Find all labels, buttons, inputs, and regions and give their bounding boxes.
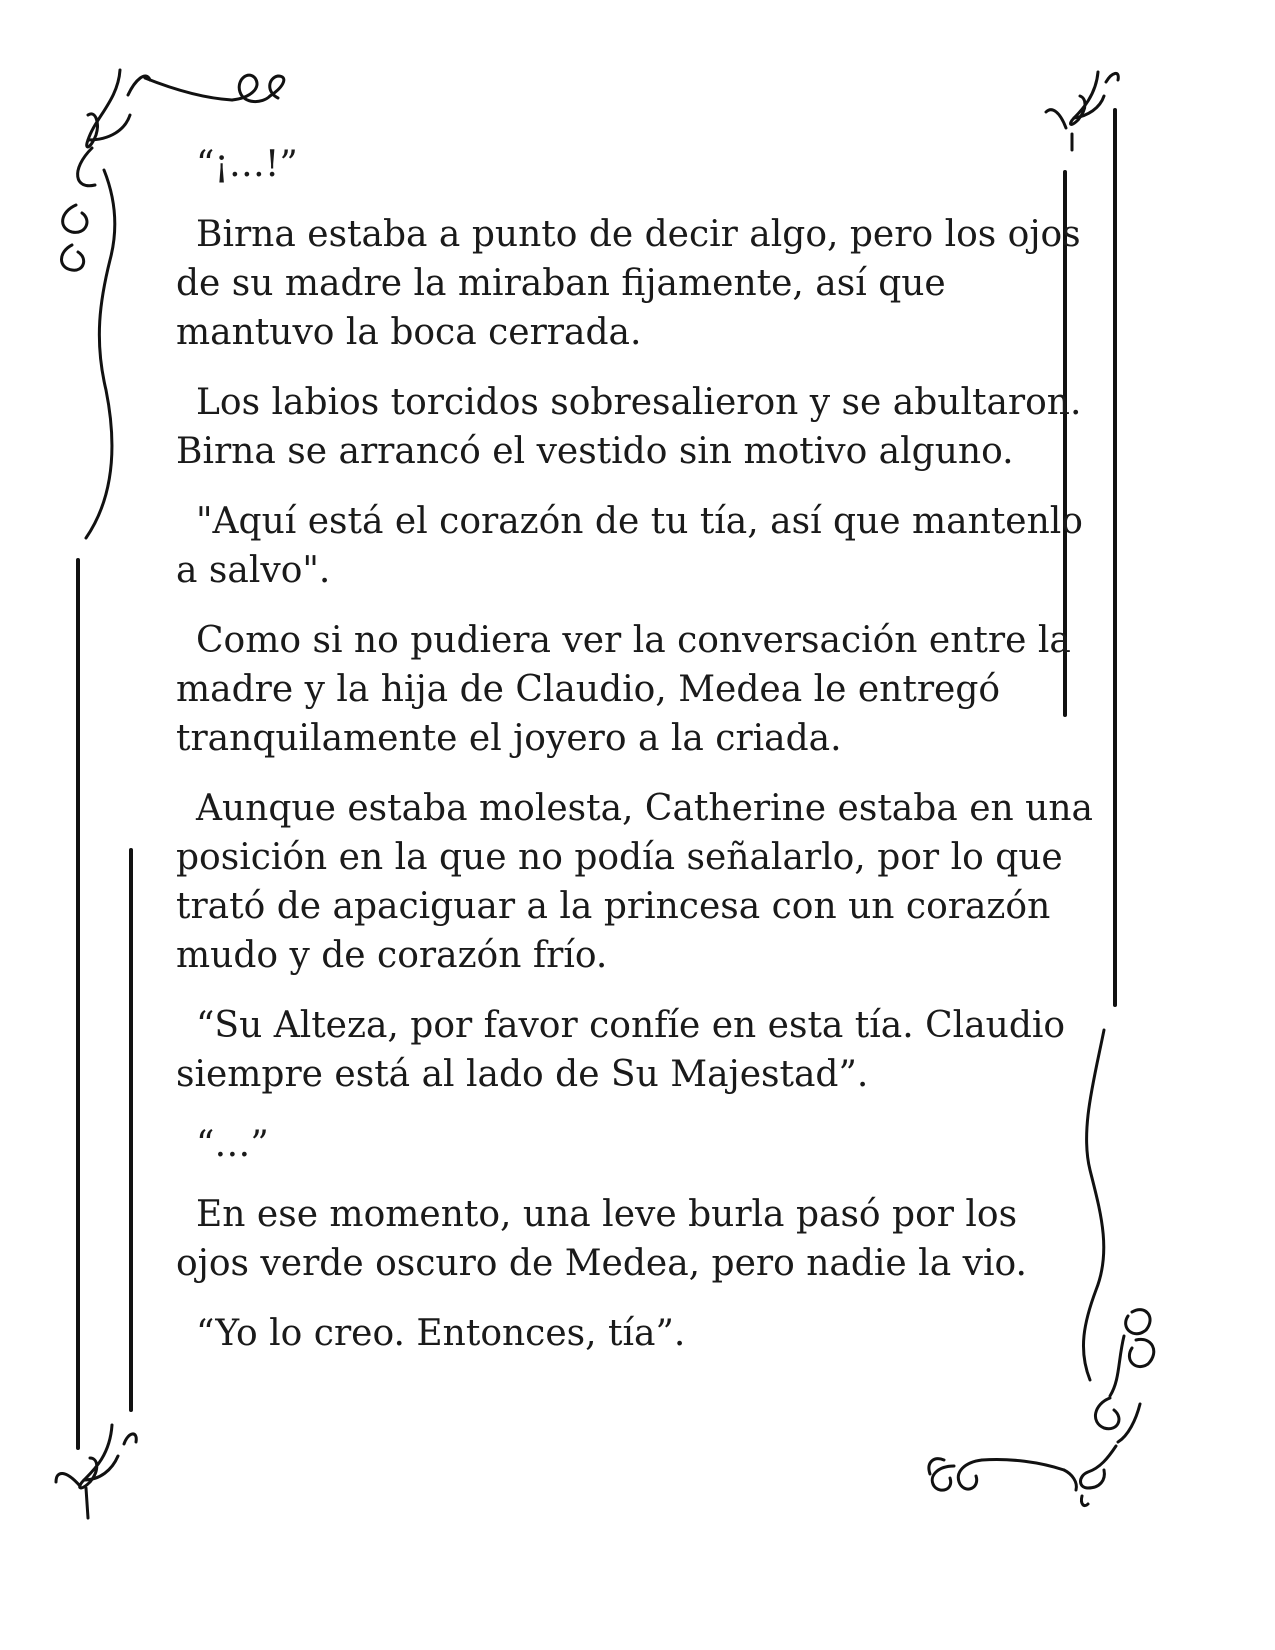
paragraph: Como si no pudiera ver la conversación entre la madre y la hija de Claudio, Medea le entregó tranquilamente el joyero a la criada.	[176, 620, 1071, 759]
bottom-left-flourish-icon	[56, 1425, 136, 1518]
paragraph: “Yo lo creo. Entonces, tía”.	[196, 1313, 686, 1354]
bottom-right-flourish-icon	[929, 1459, 1076, 1490]
paragraph: “…”	[196, 1124, 269, 1165]
paragraph: Los labios torcidos sobresalieron y se abultaron. Birna se arrancó el vestido sin motivo alguno.	[176, 382, 1082, 472]
paragraph: “¡…!”	[196, 144, 298, 185]
top-right-flourish-icon	[1046, 72, 1118, 150]
story-text	[176, 140, 1096, 1379]
paragraph: "Aquí está el corazón de tu tía, así que mantenlo a salvo".	[176, 501, 1083, 591]
paragraph: En ese momento, una leve burla pasó por los ojos verde oscuro de Medea, pero nadie la vio.	[176, 1194, 1027, 1284]
paragraph: Birna estaba a punto de decir algo, pero los ojos de su madre la miraban fijamente, así que mantuvo la boca cerrada.	[176, 214, 1081, 353]
paragraph: Aunque estaba molesta, Catherine estaba en una posición en la que no podía señalarlo, por lo que trató de apaciguar a la princesa con un corazón mudo y de corazón frío.	[176, 788, 1093, 976]
paragraph: “Su Alteza, por favor confíe en esta tía. Claudio siempre está al lado de Su Majestad”.	[176, 1005, 1066, 1095]
